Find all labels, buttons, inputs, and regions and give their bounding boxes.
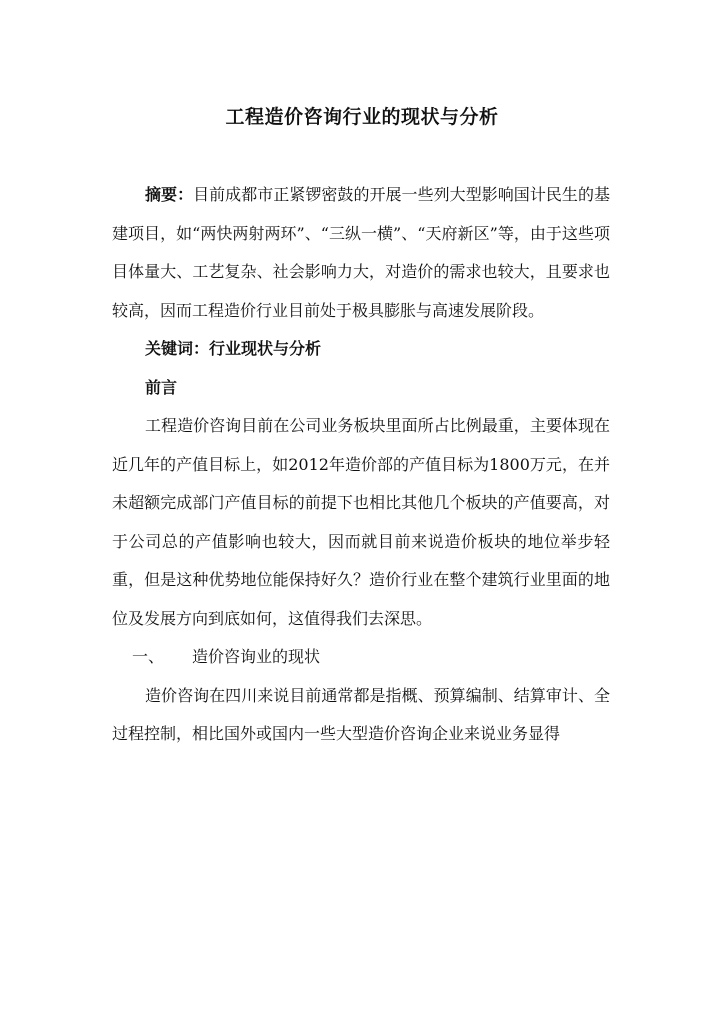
keywords-line: 关键词：行业现状与分析	[145, 339, 322, 358]
document-body	[112, 176, 610, 754]
abstract-label: 摘要：	[145, 185, 194, 204]
abstract-paragraph	[112, 176, 610, 330]
section-heading	[112, 638, 610, 677]
document-title: 工程造价咨询行业的现状与分析	[225, 106, 499, 128]
section-number: 一、	[132, 647, 165, 666]
preface-paragraph: 工程造价咨询目前在公司业务板块里面所占比例最重，主要体现在近几年的产值目标上，如2012年造价部的产值目标为1800万元，在并未超额完成部门产值目标的前提下也相比其他几个板块的产值要高，对于公司总的产值影响也较大，因而就目前来说造价板块的地位举步轻重，但是这种优势地位能保持好久？造价行业在整个建筑行业里面的地位及发展方向到底如何，这值得我们去深思。	[112, 416, 610, 628]
section-paragraph: 造价咨询在四川来说目前通常都是指概、预算编制、结算审计、全过程控制，相比国外或国内一些大型造价咨询企业来说业务显得	[112, 685, 610, 743]
abstract-text: 目前成都市正紧锣密鼓的开展一些列大型影响国计民生的基建项目，如“两快两射两环”、“三纵一横”、“天府新区”等，由于这些项目体量大、工艺复杂、社会影响力大，对造价的需求也较大，且要求也较高，因而工程造价行业目前处于极具膨胀与高速发展阶段。	[112, 185, 610, 320]
section-title: 造价咨询业的现状	[192, 647, 321, 666]
preface-heading: 前言	[145, 377, 178, 397]
